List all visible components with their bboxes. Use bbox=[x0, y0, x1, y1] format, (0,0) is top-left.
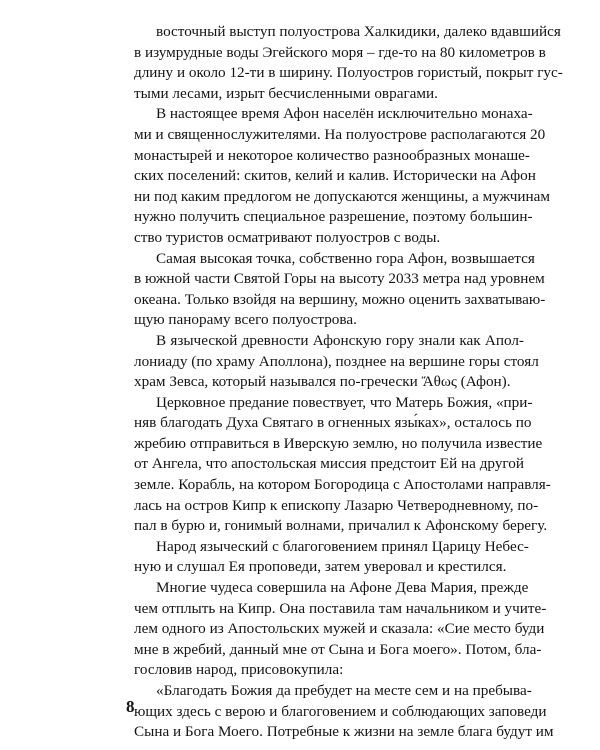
text-line: пал в бурю и, гонимый волнами, причалил к Афонскому берегу. bbox=[134, 517, 548, 535]
text-line: монастырей и некоторое количество разнообразных монаше- bbox=[134, 146, 530, 164]
text-line: ми и священнослужителями. На полуострове располагаются 20 bbox=[134, 125, 546, 143]
text-line: мне в жребий, данный мне от Сына и Бога моего». Потом, бла- bbox=[134, 640, 542, 658]
text-line: щую панораму всего полуострова. bbox=[134, 311, 357, 329]
text-line: тыми лесами, изрыт бесчисленными оврагами. bbox=[134, 84, 438, 102]
text-line: от Ангела, что апостольская миссия предстоит Ей на другой bbox=[134, 455, 524, 473]
text-line: Народ языческий с благоговением принял Царицу Небес- bbox=[156, 537, 529, 555]
paragraph bbox=[134, 22, 563, 104]
text-line: земле. Корабль, на котором Богородица с Апостолами направля- bbox=[134, 476, 551, 494]
text-line: ских поселений: скитов, келий и калив. Исторически на Афон bbox=[134, 167, 536, 185]
text-line: Многие чудеса совершила на Афоне Дева Мария, прежде bbox=[156, 579, 529, 597]
text-line: ную и слушал Ея проповеди, затем уверовал и крестился. bbox=[134, 558, 507, 576]
text-line: В языческой древности Афонскую гору знали как Апол- bbox=[156, 331, 524, 349]
text-line: чем отплыть на Кипр. Она поставила там начальником и учите- bbox=[134, 599, 547, 617]
paragraph bbox=[134, 681, 554, 743]
text-line: лониаду (по храму Аполлона), позднее на вершине горы стоял bbox=[134, 352, 539, 370]
paragraph bbox=[134, 393, 551, 537]
text-line: няв благодать Духа Святаго в огненных язы́ках», осталось по bbox=[134, 414, 532, 432]
text-line: В настоящее время Афон населён исключительно монаха- bbox=[156, 105, 533, 123]
text-line: восточный выступ полуострова Халкидики, далеко вдавшийся bbox=[156, 23, 561, 40]
text-line: в южной части Святой Горы на высоту 2033 метра над уровнем bbox=[134, 270, 545, 288]
text-line: ни под каким предлогом не допускаются женщины, а мужчинам bbox=[134, 187, 551, 205]
text-line: длину и около 12-ти в ширину. Полуостров гористый, покрыт гус- bbox=[134, 64, 563, 82]
text-line: храм Зевса, который назывался по-гречески Ἄθως (Афон). bbox=[134, 373, 511, 391]
paragraph bbox=[134, 578, 547, 681]
text-line: океана. Только взойдя на вершину, можно оценить захватываю- bbox=[134, 290, 546, 308]
text-line: гословив народ, присовокупила: bbox=[134, 661, 344, 679]
text-line: ство туристов осматривают полуостров с воды. bbox=[134, 228, 441, 246]
paragraph bbox=[134, 537, 529, 578]
text-line: «Благодать Божия да пребудет на месте сем и на пребыва- bbox=[156, 682, 532, 699]
text-line: лем одного из Апостольских мужей и сказала: «Сие место буди bbox=[134, 620, 545, 638]
paragraph bbox=[134, 331, 539, 393]
text-line: Сына и Бога Моего. Потребные к жизни на земле блага будут им bbox=[134, 723, 554, 741]
paragraph bbox=[134, 104, 551, 248]
text-line: ющих здесь с верою и благоговением и соблюдающих заповеди bbox=[134, 702, 547, 720]
body-text bbox=[134, 22, 563, 743]
text-line: нужно получить специальное разрешение, поэтому большин- bbox=[134, 208, 533, 226]
text-line: Самая высокая точка, собственно гора Афон, возвышается bbox=[156, 249, 535, 267]
text-line: в изумрудные воды Эгейского моря – где-то на 80 километров в bbox=[134, 43, 546, 61]
paragraph bbox=[134, 249, 546, 331]
text-line: Церковное предание повествует, что Матерь Божия, «при- bbox=[156, 393, 533, 411]
text-line: лась на остров Кипр к епископу Лазарю Четверодневному, по- bbox=[134, 496, 539, 514]
page-number: 8 bbox=[126, 697, 135, 716]
text-line: жребию отправиться в Иверскую землю, но получила известие bbox=[134, 434, 543, 452]
